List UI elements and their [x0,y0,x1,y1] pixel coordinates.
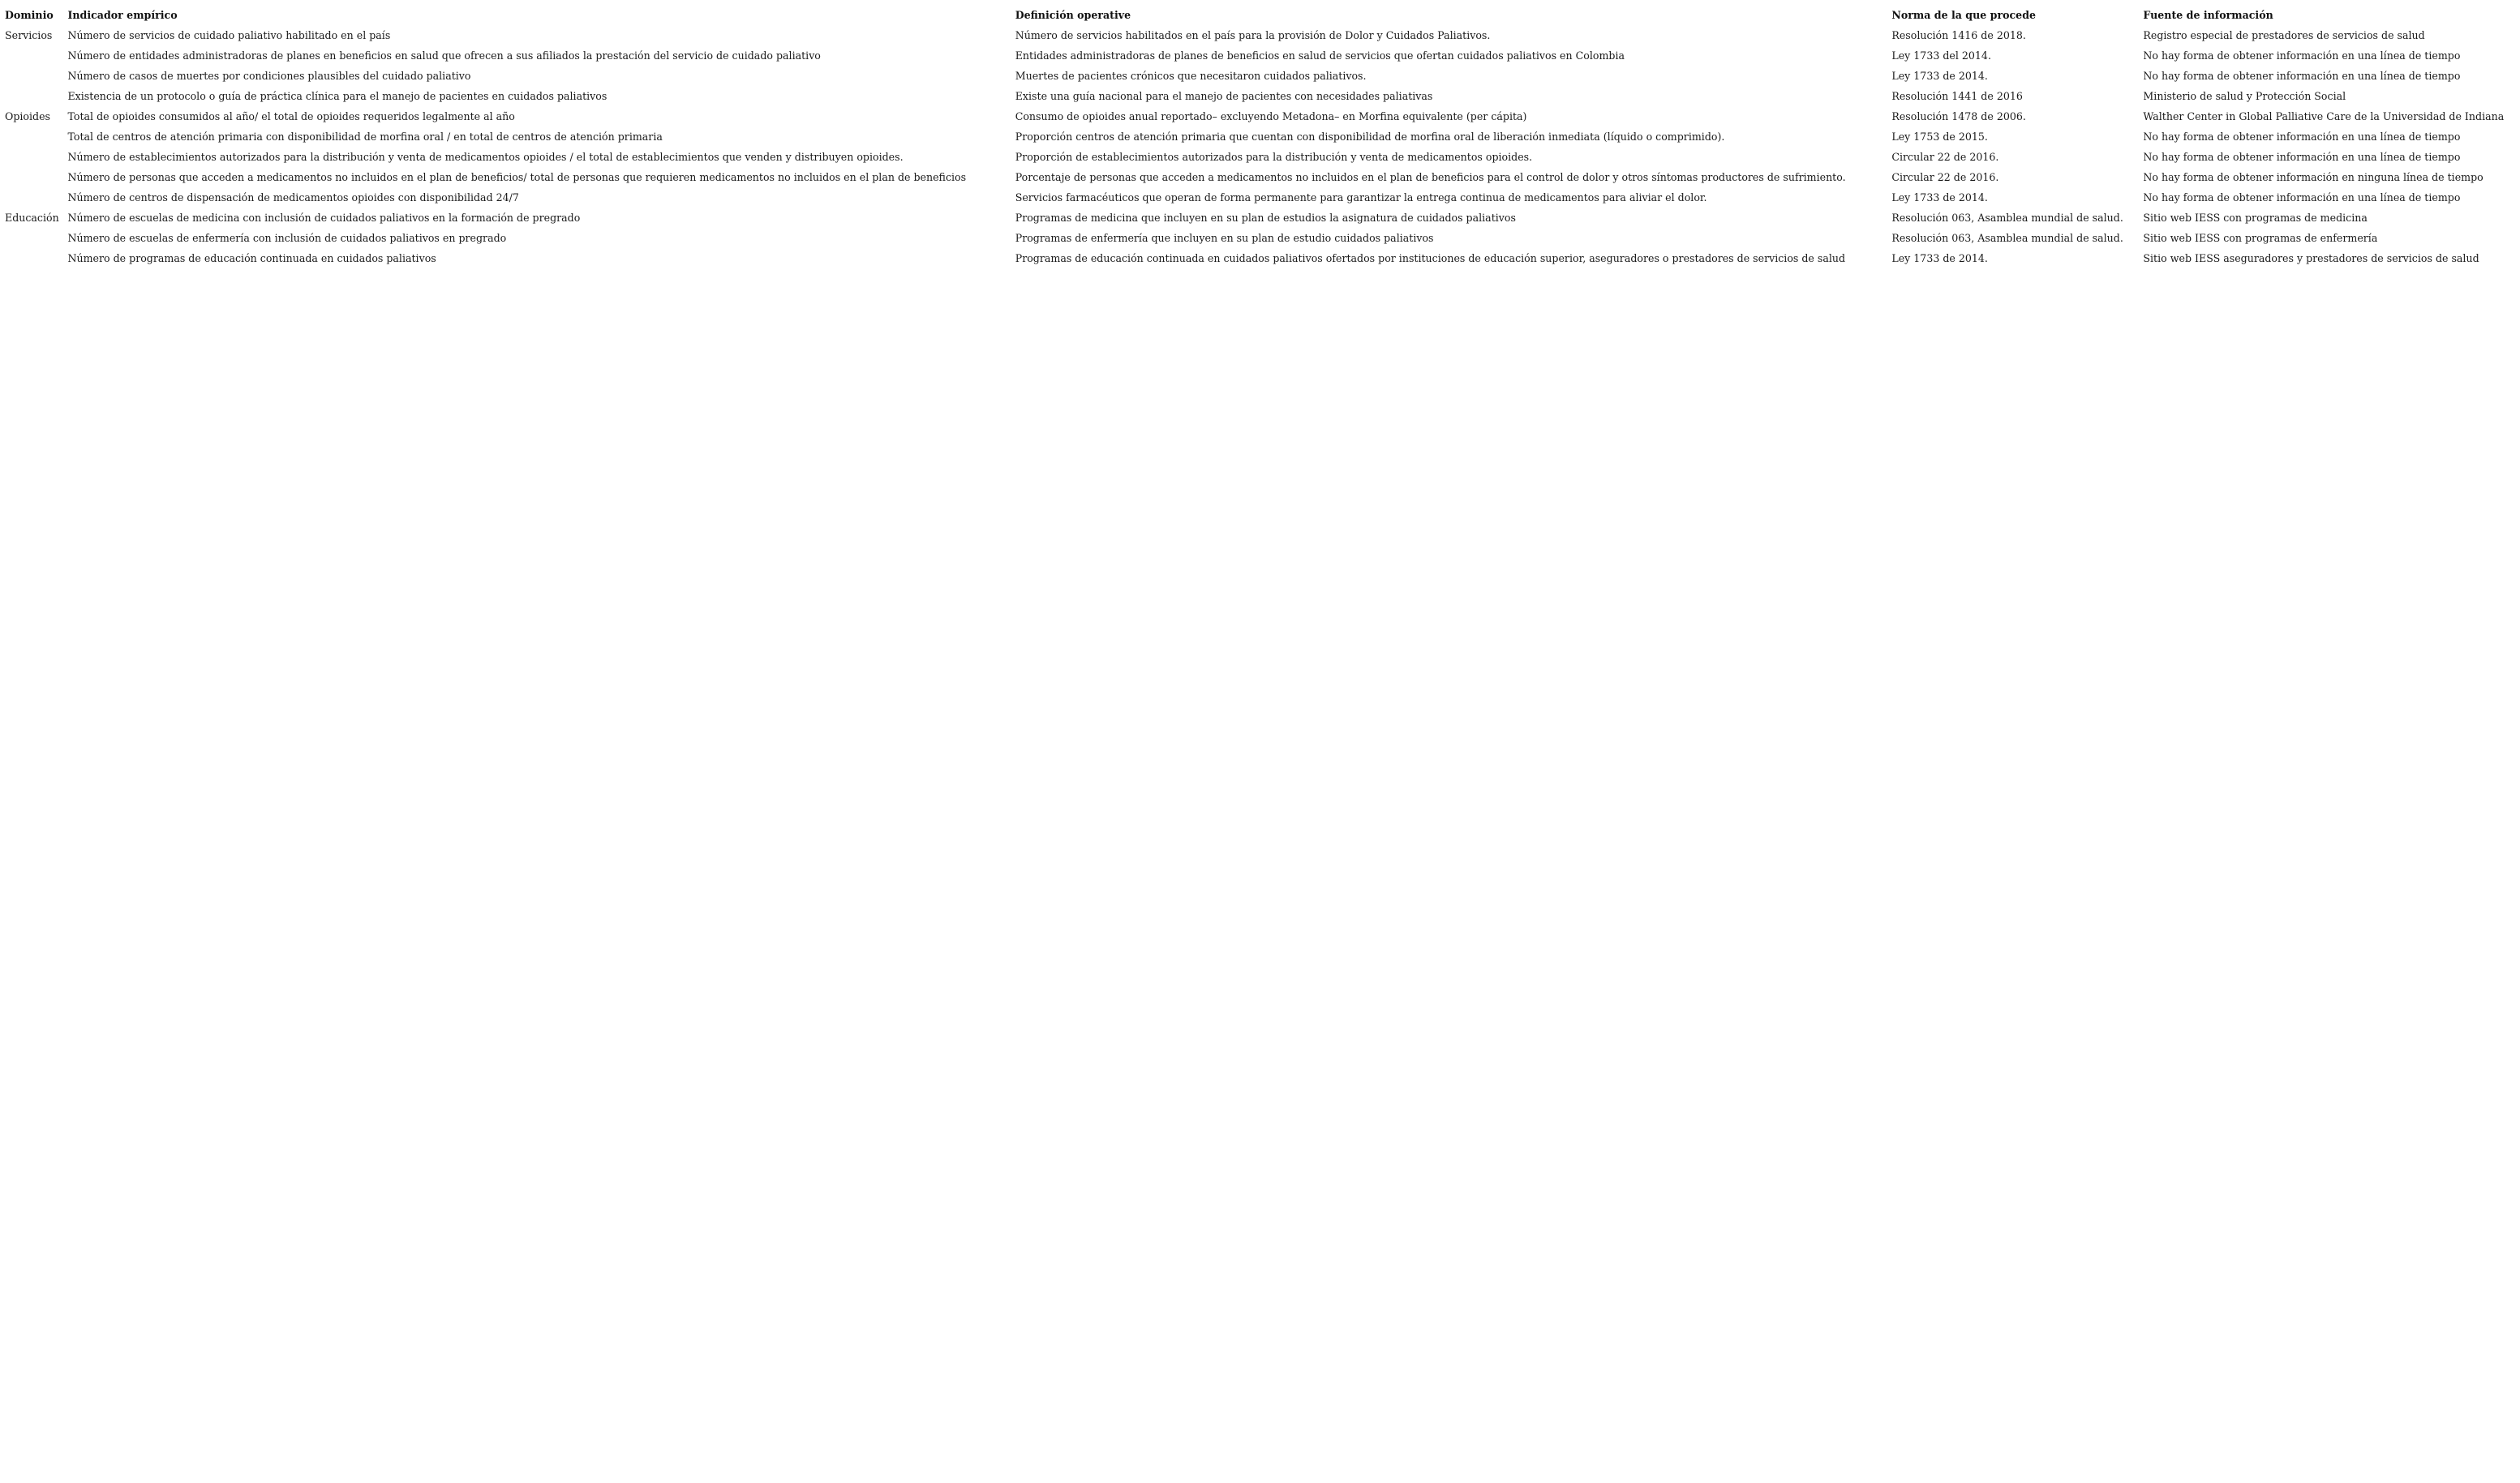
cell-norm: Resolución 063, Asamblea mundial de salud. [1891,212,2123,224]
cell-source: No hay forma de obtener información en una línea de tiempo [2143,49,2461,62]
cell-norm: Resolución 1441 de 2016 [1891,90,2023,102]
cell-norm: Resolución 063, Asamblea mundial de salud. [1891,232,2123,244]
cell-indicator: Número de establecimientos autorizados para la distribución y venta de medicamentos opioides / el total de establecimientos que venden y distribuyen opioides. [67,151,904,163]
cell-definition: Porcentaje de personas que acceden a medicamentos no incluidos en el plan de beneficios para el control de dolor y otros síntomas productores de sufrimiento. [1015,171,1846,183]
header-row [5,5,2520,25]
cell-domain [5,86,67,106]
cell-definition: Consumo de opioides anual reportado– excluyendo Metadona– en Morfina equivalente (per cápita) [1015,110,1527,122]
cell-source: Sitio web IESS aseguradores y prestadores de servicios de salud [2143,252,2479,264]
cell-source: Sitio web IESS con programas de medicina [2143,212,2368,224]
header-norm: Norma de la que procede [1891,9,2037,21]
cell-domain: Educación [5,212,59,224]
document [5,5,2520,268]
table-row [5,147,2520,167]
cell-domain [5,167,67,187]
table-body [5,25,2520,268]
cell-source: Sitio web IESS con programas de enfermería [2143,232,2378,244]
table-row [5,167,2520,187]
table-row [5,106,2520,126]
cell-norm: Circular 22 de 2016. [1891,151,1999,163]
cell-indicator: Número de casos de muertes por condiciones plausibles del cuidado paliativo [67,70,471,82]
cell-domain [5,126,67,147]
cell-domain [5,228,67,248]
cell-norm: Ley 1733 del 2014. [1891,49,1991,62]
header-definition: Definición operative [1015,9,1131,21]
cell-indicator: Existencia de un protocolo o guía de práctica clínica para el manejo de pacientes en cuidados paliativos [67,90,607,102]
cell-definition: Proporción de establecimientos autorizados para la distribución y venta de medicamentos opioides. [1015,151,1533,163]
cell-source: No hay forma de obtener información en una línea de tiempo [2143,131,2461,143]
cell-definition: Muertes de pacientes crónicos que necesitaron cuidados paliativos. [1015,70,1367,82]
header-domain: Dominio [5,9,54,21]
cell-domain [5,45,67,66]
cell-indicator: Número de escuelas de enfermería con inclusión de cuidados paliativos en pregrado [67,232,507,244]
cell-domain [5,147,67,167]
cell-indicator: Número de personas que acceden a medicamentos no incluidos en el plan de beneficios/ total de personas que requieren medicamentos no incluidos en el plan de beneficios [67,171,967,183]
table-row [5,86,2520,106]
cell-source: No hay forma de obtener información en una línea de tiempo [2143,151,2461,163]
cell-source: Walther Center in Global Palliative Care de la Universidad de Indiana [2143,110,2505,122]
cell-norm: Circular 22 de 2016. [1891,171,1999,183]
table-row [5,45,2520,66]
cell-norm: Ley 1753 de 2015. [1891,131,1988,143]
cell-definition: Programas de enfermería que incluyen en su plan de estudio cuidados paliativos [1015,232,1434,244]
cell-definition: Servicios farmacéuticos que operan de forma permanente para garantizar la entrega continua de medicamentos para aliviar el dolor. [1015,191,1707,204]
cell-norm: Resolución 1478 de 2006. [1891,110,2026,122]
table-row [5,228,2520,248]
cell-indicator: Número de centros de dispensación de medicamentos opioides con disponibilidad 24/7 [67,191,519,204]
cell-definition: Programas de medicina que incluyen en su plan de estudios la asignatura de cuidados paliativos [1015,212,1516,224]
cell-definition: Número de servicios habilitados en el país para la provisión de Dolor y Cuidados Paliativos. [1015,29,1491,41]
cell-indicator: Número de escuelas de medicina con inclusión de cuidados paliativos en la formación de pregrado [67,212,581,224]
table-row [5,66,2520,86]
table-row [5,187,2520,208]
header-source: Fuente de información [2143,9,2273,21]
cell-source: No hay forma de obtener información en una línea de tiempo [2143,70,2461,82]
cell-source: Ministerio de salud y Protección Social [2143,90,2346,102]
table-header [5,5,2520,25]
cell-definition: Existe una guía nacional para el manejo de pacientes con necesidades paliativas [1015,90,1433,102]
cell-norm: Ley 1733 de 2014. [1891,191,1988,204]
cell-definition: Programas de educación continuada en cuidados paliativos ofertados por instituciones de educación superior, aseguradores o prestadores de servicios de salud [1015,252,1846,264]
cell-domain [5,187,67,208]
cell-indicator: Número de programas de educación continuada en cuidados paliativos [67,252,436,264]
table-row [5,208,2520,228]
header-indicator: Indicador empírico [67,9,178,21]
cell-norm: Ley 1733 de 2014. [1891,252,1988,264]
table-row [5,126,2520,147]
cell-domain [5,248,67,268]
cell-definition: Entidades administradoras de planes de beneficios en salud de servicios que ofertan cuidados paliativos en Colombia [1015,49,1625,62]
indicators-table [5,5,2520,268]
table-row [5,25,2520,45]
cell-domain [5,66,67,86]
cell-indicator: Total de opioides consumidos al año/ el total de opioides requeridos legalmente al año [67,110,515,122]
cell-source: Registro especial de prestadores de servicios de salud [2143,29,2425,41]
cell-source: No hay forma de obtener información en una línea de tiempo [2143,191,2461,204]
cell-domain: Opioides [5,110,51,122]
cell-domain: Servicios [5,29,53,41]
table-row [5,248,2520,268]
cell-indicator: Total de centros de atención primaria con disponibilidad de morfina oral / en total de centros de atención primaria [67,131,663,143]
cell-source: No hay forma de obtener información en ninguna línea de tiempo [2143,171,2484,183]
cell-indicator: Número de servicios de cuidado paliativo habilitado en el país [67,29,391,41]
cell-definition: Proporción centros de atención primaria que cuentan con disponibilidad de morfina oral de liberación inmediata (líquido o comprimido). [1015,131,1725,143]
cell-indicator: Número de entidades administradoras de planes en beneficios en salud que ofrecen a sus afiliados la prestación del servicio de cuidado paliativo [67,49,821,62]
cell-norm: Resolución 1416 de 2018. [1891,29,2026,41]
cell-norm: Ley 1733 de 2014. [1891,70,1988,82]
